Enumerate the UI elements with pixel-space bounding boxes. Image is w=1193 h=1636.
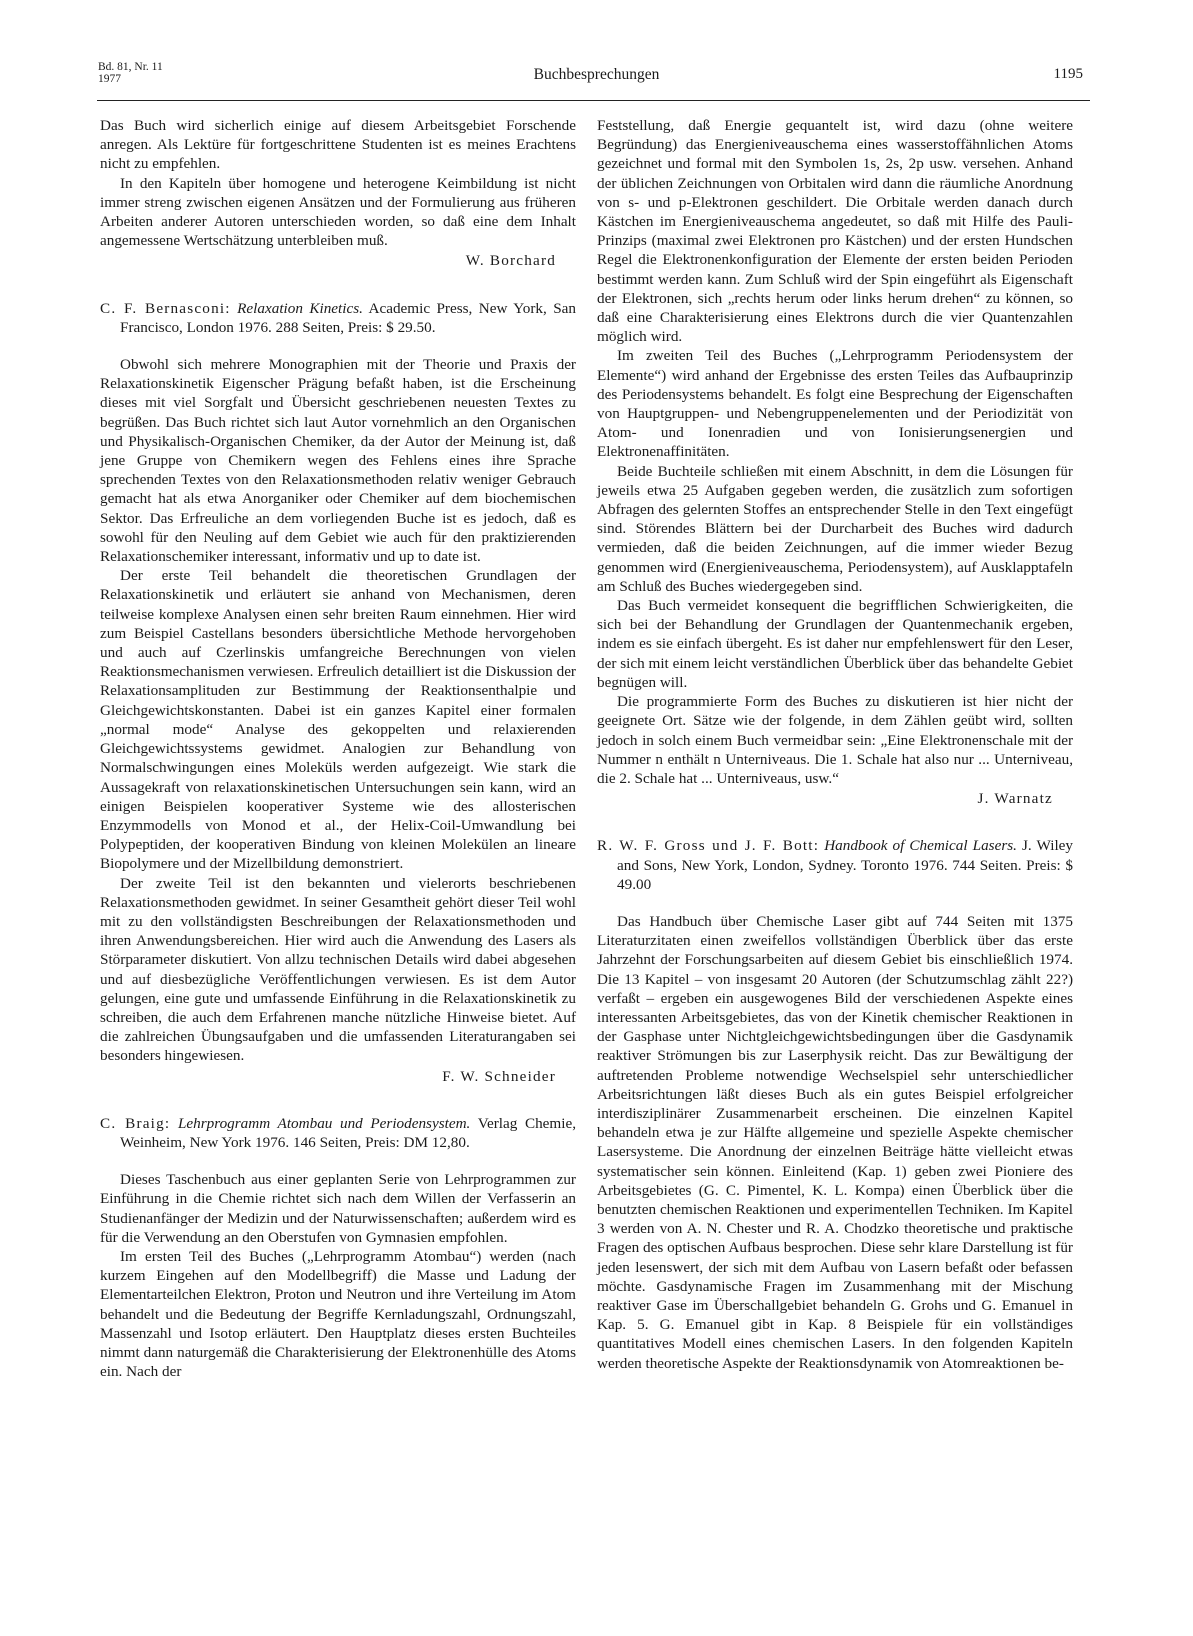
paragraph: Das Buch vermeidet konsequent die begrifflichen Schwierigkeiten, die sich bei der Behandlung der Grundlagen der Quantenmechanik ergeben, indem es sie einfach übergeht. Es ist daher nur empfehlenswert für den Leser, der sich mit einem leicht verständlichen Überblick über das behandelte Gebiet begnügen will. (597, 597, 1073, 691)
book-publication: Verlag Chemie, Weinheim, New York 1976. 146 Seiten, Preis: DM 12,80. (120, 1114, 576, 1151)
page-number: 1195 (1053, 66, 1083, 82)
review-citation (100, 1114, 576, 1152)
paragraph: Der zweite Teil ist den bekannten und vielerorts beschriebenen Relaxationsmethoden gewidmet. In seiner Gesamtheit gehört dieser Teil wohl mit zu den vollständigsten Beschreibungen der Relaxationsmethoden und ihren Anwendungsbereichen. Hier wird auch die Anwendung des Lasers als Störparameter diskutiert. Von allzu technischen Details wird dabei abgesehen und auf diesbezügliche Veröffentlichungen verwiesen. Es ist dem Autor gelungen, eine gute und umfassende Einführung in die Relaxationskinetik zu schreiben, die auch dem Erfahrenen manche nützliche Hinweise bietet. Auf die zahlreichen Übungsaufgaben und die umfassenden Literaturangaben sei besonders hingewiesen. (100, 874, 576, 1065)
running-head: Buchbesprechungen (533, 66, 660, 83)
paragraph: Dieses Taschenbuch aus einer geplanten Serie von Lehrprogrammen zur Einführung in die Chemie richtet sich nach dem Willen der Verfasserin an Studienanfänger der Medizin und der Naturwissenschaften; außerdem wird es für die Verwendung an den Oberstufen von Gymnasien empfohlen. (100, 1171, 576, 1246)
reviewer-signature: F. W. Schneider (442, 1067, 556, 1085)
paragraph: Feststellung, daß Energie gequantelt ist, wird dazu (ohne weitere Begründung) das Energieniveauschema eines wasserstoffähnlichen Atoms gezeichnet und formal mit den Symbolen 1s, 2s, 2p usw. versehen. Anhand der üblichen Zeichnungen von Orbitalen wird dann die räumliche Anordnung von s- und p-Elektronen geschildert. Die Orbitale werden danach durch Kästchen im Energieniveauschema angedeutet, so daß mit Hilfe des Pauli-Prinzips (maximal zwei Elektronen pro Kästchen) und der ersten Hundschen Regel die Elektronenkonfiguration der Elemente der ersten beiden Perioden bestimmt werden kann. Zum Schluß wird der Spin eingeführt als Eigenschaft der Elektronen, sich „rechts herum oder links herum drehen“ zu können, so daß eine Charakterisierung eines Elektrons durch die vier Quantenzahlen möglich wird. (597, 117, 1073, 346)
book-title: Lehrprogramm Atombau und Periodensystem. (177, 1114, 471, 1132)
year: 1977 (98, 73, 121, 85)
paragraph: Der erste Teil behandelt die theoretischen Grundlagen der Relaxationskinetik und erläutert sie anhand von Mechanismen, deren teilweise komplexe Analysen einen sehr breiten Raum einnehmen. Hier wird zum Beispiel Castellans besonders übersichtliche Methode hervorgehoben und auch auf Czerlinskis umfangreiche Berechnungen von vielen Reaktionsmechanismen verwiesen. Erfreulich detailliert ist die Diskussion der Relaxationsamplituden zur Bestimmung der Reaktionsenthalpie und Gleichgewichtskonstanten. Dabei ist ein ganzes Kapitel einer formalen „normal mode“ Analyse des gekoppelten und relaxierenden Gleichgewichtssystems gewidmet. Analogien zur Behandlung von Normalschwingungen eines Moleküls werden aufgezeigt. Wie stark die Aussagekraft von relaxationskinetischen Untersuchungen sein kann, wird an einigen Beispielen kooperativer Systeme wie des allosterischen Enzymmodells von Monod et al., der Helix-Coil-Umwandlung bei Polypeptiden, der kooperativen Bindung von kleinen Molekülen an lineare Biopolymere und der Mizellbildung demonstriert. (100, 567, 576, 873)
paragraph: Die programmierte Form des Buches zu diskutieren ist hier nicht der geeignete Ort. Sätze wie der folgende, in dem Zählen geübt wird, sollten jedoch in solch einem Buch vermeidbar sein: „Eine Elektronenschale mit der Nummer n enthält n Unterniveaus. Die 1. Schale hat also nur ... Unterniveau, die 2. Schale hat ... Unterniveaus, usw.“ (597, 693, 1073, 787)
volume-issue: Bd. 81, Nr. 11 (98, 61, 163, 73)
book-author: R. W. F. Gross und J. F. Bott: (597, 837, 820, 855)
paragraph: Das Handbuch über Chemische Laser gibt auf 744 Seiten mit 1375 Literaturzitaten einen zweifellos vollständigen Überblick über das erste Jahrzehnt der Forschungsarbeiten auf diesem Gebiet bis einschließlich 1974. Die 13 Kapitel – von insgesamt 20 Autoren (der Schutzumschlag zählt 22?) verfaßt – ergeben ein ausgewogenes Bild der verschiedenen Aspekte eines interessanten Arbeitsgebietes, das von der Kinetik chemischer Reaktionen in der Gasphase unter Nichtgleichgewichtsbedingungen über die Gasdynamik reaktiver Strömungen bis zur Laserphysik reicht. Das zur Bewältigung der auftretenden Probleme notwendige Wechselspiel sehr unterschiedlicher Arbeitsrichtungen läßt dieses Buch als ein gutes Beispiel erfolgreicher interdisziplinärer Zusammenarbeit erscheinen. Die einzelnen Kapitel behandeln etwa je zur Hälfte allgemeine und spezielle Aspekte chemischer Lasersysteme. Die Anordnung der einzelnen Beiträge hätte vielleicht etwas systematischer sein können. Einleitend (Kap. 1) geben zwei Pioniere des Arbeitsgebietes (G. C. Pimentel, K. L. Kompa) einen Überblick über die benutzten chemischen Reaktionen und experimentellen Techniken. Im Kapitel 3 werden von A. N. Chester und R. A. Chodzko theoretische und praktische Fragen des optischen Aufbaus besprochen. Diese sehr klare Darstellung ist für jeden lesenswert, der sich mit dem Aufbau von Lasern befaßt oder befassen möchte. Gasdynamische Fragen im Zusammenhang mit der Mischung reaktiver Gase im Überschallgebiet behandeln G. Grohs und G. Emanuel in Kap. 5. G. Emanuel gibt in Kap. 8 Beispiele für ein vollständiges quantitatives Modell eines chemischen Lasers. In den folgenden Kapiteln werden theoretische Aspekte der Reaktionsdynamik von Atomreaktionen be- (597, 912, 1073, 1372)
header-rule (97, 100, 1090, 101)
reviewer-signature: J. Warnatz (977, 790, 1053, 808)
paragraph: Obwohl sich mehrere Monographien mit der Theorie und Praxis der Relaxationskinetik Eigenscher Prägung befaßt haben, ist die Erscheinung dieses mit viel Sorgfalt und Übersicht geschriebenen neuesten Textes zu begrüßen. Das Buch richtet sich laut Autor vornehmlich an den Organischen und Physikalisch-Organischen Chemiker, da der Autor der Meinung ist, daß jene Gruppe von Chemikern wegen des Fehlens eines ihre Sprache sprechenden Textes von den Relaxationsmethoden relativ weniger Gebrauch gemacht hat als etwa Anorganiker oder Chemiker auf dem biochemischen Sektor. Das Erfreuliche an dem vorliegenden Buche ist es jedoch, daß es sowohl für den Neuling auf dem Gebiet wie auch für den praktizierenden Relaxationschemiker interessant, informativ und up to date ist. (100, 356, 576, 566)
book-title: Relaxation Kinetics. (237, 299, 363, 317)
paragraph: Das Buch wird sicherlich einige auf diesem Arbeitsgebiet Forschende anregen. Als Lektüre für fortgeschrittene Studenten ist es meines Erachtens nicht zu empfehlen. (100, 117, 576, 173)
book-author: C. F. Bernasconi: (100, 299, 231, 317)
paragraph: In den Kapiteln über homogene und heterogene Keimbildung ist nicht immer streng zwischen eigenen Ansätzen und der Formulierung aus früheren Arbeiten anderer Autoren unterschieden worden, so daß eine dem Inhalt angemessene Wertschätzung unterbleiben muß. (100, 174, 576, 250)
book-publication: Academic Press, New York, San Francisco, London 1976. 288 Seiten, Preis: $ 29.50. (120, 299, 576, 336)
left-column (100, 116, 576, 1381)
review-citation (100, 299, 576, 337)
right-column (597, 116, 1073, 1373)
book-title: Handbook of Chemical Lasers. (824, 837, 1017, 855)
paragraph: Im zweiten Teil des Buches („Lehrprogramm Periodensystem der Elemente“) wird anhand der Ergebnisse des ersten Teiles das Aufbauprinzip des Periodensystems behandelt. Es folgt eine Besprechung der Eigenschaften von Hauptgruppen- und Nebengruppenelementen und der Periodizität von Atom- und Ionenradien und von Ionisierungsenergien und Elektronenaffinitäten. (597, 347, 1073, 461)
book-author: C. Braig: (100, 1114, 171, 1132)
paragraph: Im ersten Teil des Buches („Lehrprogramm Atombau“) werden (nach kurzem Eingehen auf den Modellbegriff) die Masse und Ladung der Elementarteilchen Elektron, Proton und Neutron und ihre Verteilung im Atom behandelt und die Bedeutung der Begriffe Kernladungszahl, Ordnungszahl, Massenzahl und Isotop erläutert. Den Hauptplatz dieses ersten Buchteiles nimmt dann naturgemäß die Charakterisierung der Elektronenhülle des Atoms ein. Nach der (100, 1247, 576, 1381)
paragraph: Beide Buchteile schließen mit einem Abschnitt, in dem die Lösungen für jeweils etwa 25 Aufgaben gegeben werden, die zusätzlich zum sofortigen Abfragen des gelernten Stoffes an entsprechender Stelle in den Text eingefügt sind. Störendes Blättern bei der Durcharbeit des Buches wird dadurch vermieden, daß die beiden Zeichnungen, auf die immer wieder Bezug genommen wird (Energieniveauschema, Periodensystem), auf Ausklapptafeln am Schluß des Buches wiedergegeben sind. (597, 462, 1073, 595)
review-citation (597, 836, 1073, 894)
reviewer-signature: W. Borchard (465, 252, 556, 270)
book-publication: J. Wiley and Sons, New York, London, Sydney. Toronto 1976. 744 Seiten. Preis: $ 49.00 (617, 837, 1074, 893)
